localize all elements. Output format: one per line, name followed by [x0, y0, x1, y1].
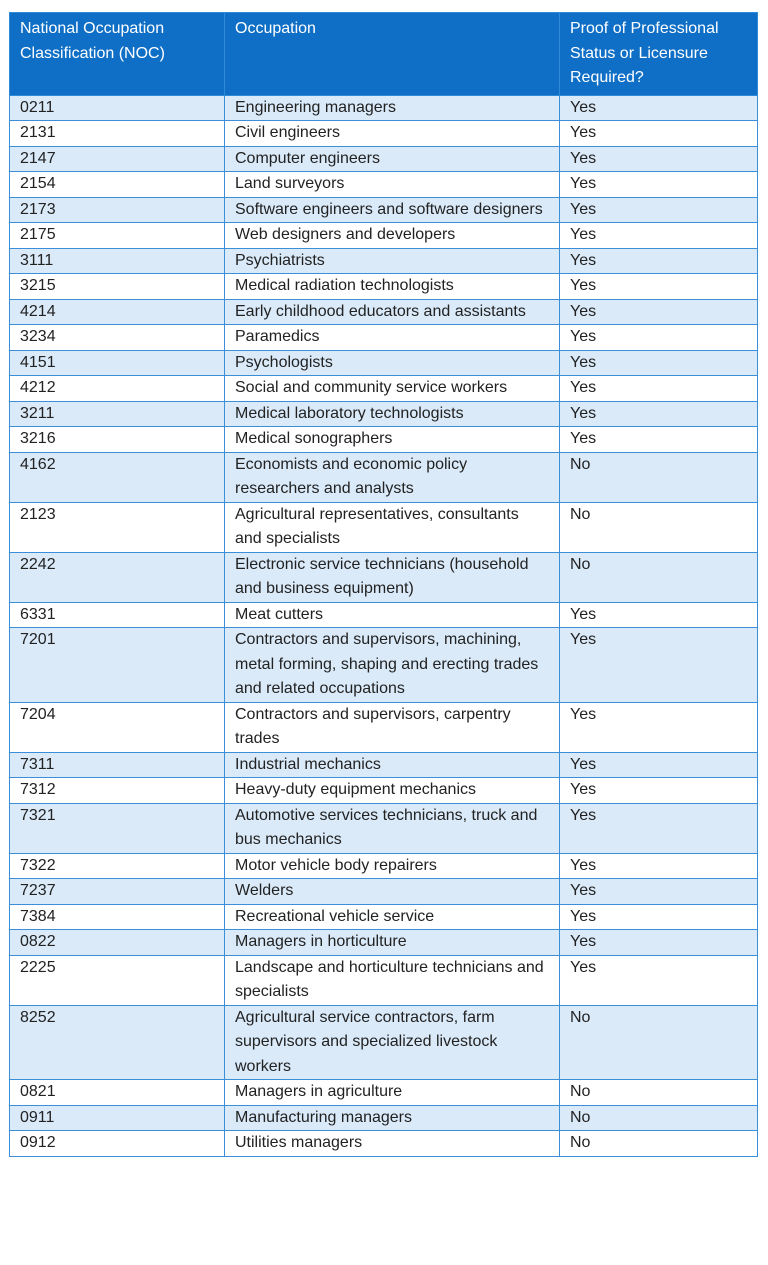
table-row — [10, 628, 758, 703]
occupation-cell: Manufacturing managers — [225, 1105, 560, 1131]
noc-code-cell: 7204 — [10, 702, 225, 752]
table-row — [10, 401, 758, 427]
noc-code-cell: 0911 — [10, 1105, 225, 1131]
occupation-cell: Electronic service technicians (household and business equipment) — [225, 552, 560, 602]
proof-required-cell: Yes — [560, 853, 758, 879]
table-row — [10, 248, 758, 274]
noc-occupation-table — [9, 12, 758, 1157]
proof-required-cell: Yes — [560, 427, 758, 453]
noc-code-cell: 7384 — [10, 904, 225, 930]
table-row — [10, 778, 758, 804]
noc-code-cell: 3234 — [10, 325, 225, 351]
proof-required-cell: No — [560, 452, 758, 502]
table-row — [10, 350, 758, 376]
table-row — [10, 552, 758, 602]
occupation-cell: Land surveyors — [225, 172, 560, 198]
proof-required-cell: Yes — [560, 702, 758, 752]
proof-required-cell: Yes — [560, 350, 758, 376]
occupation-cell: Managers in horticulture — [225, 930, 560, 956]
table-body — [10, 95, 758, 1156]
header-occupation: Occupation — [225, 13, 560, 96]
table-row — [10, 197, 758, 223]
noc-code-cell: 2225 — [10, 955, 225, 1005]
occupation-cell: Psychiatrists — [225, 248, 560, 274]
noc-code-cell: 2147 — [10, 146, 225, 172]
occupation-cell: Recreational vehicle service — [225, 904, 560, 930]
noc-code-cell: 0912 — [10, 1131, 225, 1157]
table-row — [10, 955, 758, 1005]
proof-required-cell: Yes — [560, 197, 758, 223]
occupation-cell: Economists and economic policy researchers and analysts — [225, 452, 560, 502]
occupation-cell: Contractors and supervisors, machining, metal forming, shaping and erecting trades and related occupations — [225, 628, 560, 703]
proof-required-cell: Yes — [560, 172, 758, 198]
occupation-cell: Engineering managers — [225, 95, 560, 121]
table-row — [10, 803, 758, 853]
noc-code-cell: 2123 — [10, 502, 225, 552]
noc-code-cell: 7237 — [10, 879, 225, 905]
proof-required-cell: No — [560, 552, 758, 602]
occupation-cell: Early childhood educators and assistants — [225, 299, 560, 325]
occupation-cell: Meat cutters — [225, 602, 560, 628]
proof-required-cell: No — [560, 1005, 758, 1080]
proof-required-cell: Yes — [560, 95, 758, 121]
proof-required-cell: No — [560, 1080, 758, 1106]
noc-code-cell: 4214 — [10, 299, 225, 325]
proof-required-cell: Yes — [560, 778, 758, 804]
table-row — [10, 172, 758, 198]
proof-required-cell: Yes — [560, 930, 758, 956]
occupation-cell: Web designers and developers — [225, 223, 560, 249]
table-row — [10, 502, 758, 552]
occupation-cell: Medical laboratory technologists — [225, 401, 560, 427]
proof-required-cell: No — [560, 1131, 758, 1157]
header-proof-required: Proof of Professional Status or Licensure Required? — [560, 13, 758, 96]
table-row — [10, 1105, 758, 1131]
table-row — [10, 223, 758, 249]
table-row — [10, 702, 758, 752]
table-row — [10, 95, 758, 121]
proof-required-cell: Yes — [560, 803, 758, 853]
noc-code-cell: 7201 — [10, 628, 225, 703]
table-container — [9, 12, 757, 1157]
proof-required-cell: Yes — [560, 401, 758, 427]
proof-required-cell: Yes — [560, 602, 758, 628]
noc-code-cell: 6331 — [10, 602, 225, 628]
table-row — [10, 376, 758, 402]
proof-required-cell: Yes — [560, 248, 758, 274]
proof-required-cell: Yes — [560, 146, 758, 172]
noc-code-cell: 3215 — [10, 274, 225, 300]
proof-required-cell: Yes — [560, 904, 758, 930]
table-row — [10, 1080, 758, 1106]
table-row — [10, 274, 758, 300]
table-row — [10, 121, 758, 147]
table-row — [10, 427, 758, 453]
proof-required-cell: Yes — [560, 299, 758, 325]
noc-code-cell: 2154 — [10, 172, 225, 198]
occupation-cell: Welders — [225, 879, 560, 905]
noc-code-cell: 7321 — [10, 803, 225, 853]
noc-code-cell: 0211 — [10, 95, 225, 121]
noc-code-cell: 7311 — [10, 752, 225, 778]
table-row — [10, 602, 758, 628]
noc-code-cell: 2175 — [10, 223, 225, 249]
occupation-cell: Motor vehicle body repairers — [225, 853, 560, 879]
proof-required-cell: Yes — [560, 223, 758, 249]
table-row — [10, 452, 758, 502]
table-row — [10, 879, 758, 905]
occupation-cell: Paramedics — [225, 325, 560, 351]
occupation-cell: Agricultural representatives, consultants and specialists — [225, 502, 560, 552]
proof-required-cell: Yes — [560, 376, 758, 402]
noc-code-cell: 7312 — [10, 778, 225, 804]
proof-required-cell: No — [560, 502, 758, 552]
noc-code-cell: 4162 — [10, 452, 225, 502]
occupation-cell: Social and community service workers — [225, 376, 560, 402]
occupation-cell: Psychologists — [225, 350, 560, 376]
occupation-cell: Industrial mechanics — [225, 752, 560, 778]
occupation-cell: Utilities managers — [225, 1131, 560, 1157]
noc-code-cell: 8252 — [10, 1005, 225, 1080]
table-row — [10, 299, 758, 325]
noc-code-cell: 4212 — [10, 376, 225, 402]
table-row — [10, 930, 758, 956]
proof-required-cell: No — [560, 1105, 758, 1131]
occupation-cell: Medical sonographers — [225, 427, 560, 453]
noc-code-cell: 0821 — [10, 1080, 225, 1106]
table-row — [10, 325, 758, 351]
header-row — [10, 13, 758, 96]
noc-code-cell: 7322 — [10, 853, 225, 879]
header-noc: National Occupation Classification (NOC) — [10, 13, 225, 96]
noc-code-cell: 2131 — [10, 121, 225, 147]
noc-code-cell: 0822 — [10, 930, 225, 956]
noc-code-cell: 3211 — [10, 401, 225, 427]
table-row — [10, 1005, 758, 1080]
occupation-cell: Agricultural service contractors, farm supervisors and specialized livestock workers — [225, 1005, 560, 1080]
proof-required-cell: Yes — [560, 752, 758, 778]
table-row — [10, 853, 758, 879]
noc-code-cell: 3111 — [10, 248, 225, 274]
noc-code-cell: 3216 — [10, 427, 225, 453]
occupation-cell: Landscape and horticulture technicians and specialists — [225, 955, 560, 1005]
table-row — [10, 752, 758, 778]
occupation-cell: Automotive services technicians, truck and bus mechanics — [225, 803, 560, 853]
table-row — [10, 146, 758, 172]
proof-required-cell: Yes — [560, 955, 758, 1005]
occupation-cell: Civil engineers — [225, 121, 560, 147]
proof-required-cell: Yes — [560, 325, 758, 351]
table-row — [10, 904, 758, 930]
occupation-cell: Software engineers and software designers — [225, 197, 560, 223]
proof-required-cell: Yes — [560, 121, 758, 147]
occupation-cell: Medical radiation technologists — [225, 274, 560, 300]
occupation-cell: Contractors and supervisors, carpentry trades — [225, 702, 560, 752]
proof-required-cell: Yes — [560, 879, 758, 905]
table-header — [10, 13, 758, 96]
occupation-cell: Heavy-duty equipment mechanics — [225, 778, 560, 804]
proof-required-cell: Yes — [560, 274, 758, 300]
occupation-cell: Computer engineers — [225, 146, 560, 172]
table-row — [10, 1131, 758, 1157]
noc-code-cell: 2173 — [10, 197, 225, 223]
noc-code-cell: 2242 — [10, 552, 225, 602]
occupation-cell: Managers in agriculture — [225, 1080, 560, 1106]
proof-required-cell: Yes — [560, 628, 758, 703]
noc-code-cell: 4151 — [10, 350, 225, 376]
